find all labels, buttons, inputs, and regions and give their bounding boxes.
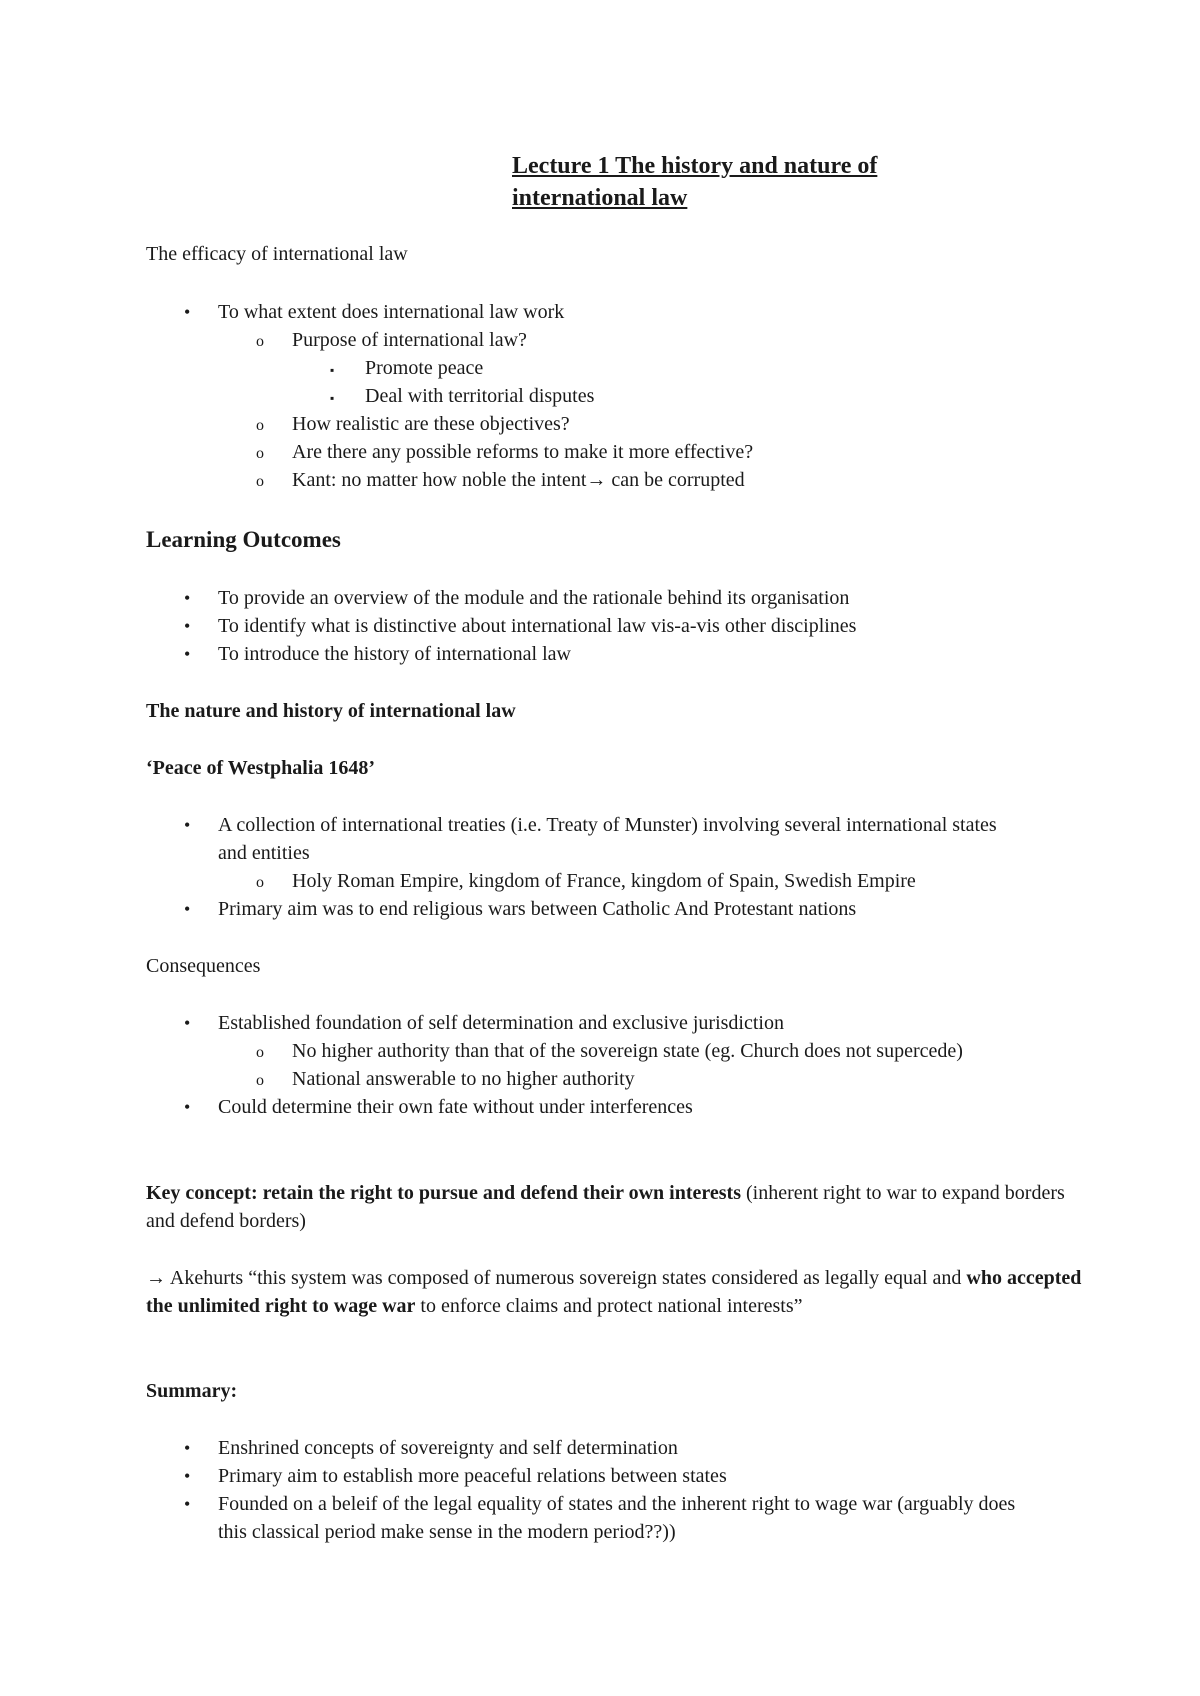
consequences-heading: Consequences xyxy=(146,955,261,977)
list-item: o Kant: no matter how noble the intent→ can be corrupted xyxy=(146,466,1086,494)
list-item: o How realistic are these objectives? xyxy=(146,410,1086,438)
key-concept-paragraph: Key concept: retain the right to pursue and defend their own interests (inherent right to war to expand borders and defend borders) xyxy=(146,1182,1065,1232)
circle-marker: o xyxy=(256,1072,264,1089)
learning-outcomes-heading: Learning Outcomes xyxy=(146,527,341,552)
list-item: o No higher authority than that of the sovereign state (eg. Church does not supercede) xyxy=(146,1037,1086,1065)
list-item: o Purpose of international law? xyxy=(146,326,1086,354)
list-item: • Primary aim was to end religious wars between Catholic And Protestant nations xyxy=(146,895,1086,923)
bullet-marker: • xyxy=(184,588,191,608)
circle-marker: o xyxy=(256,473,264,490)
circle-marker: o xyxy=(256,445,264,462)
list-item: o Holy Roman Empire, kingdom of France, kingdom of Spain, Swedish Empire xyxy=(146,867,1086,895)
bullet-marker: • xyxy=(184,1097,191,1117)
summary-heading: Summary: xyxy=(146,1380,238,1402)
efficacy-list xyxy=(146,298,1086,494)
consequences-list xyxy=(146,1009,1086,1121)
list-item: • Established foundation of self determination and exclusive jurisdiction xyxy=(146,1009,1086,1037)
list-item: • A collection of international treaties (i.e. Treaty of Munster) involving several international states and entities xyxy=(146,811,1086,867)
list-item: • To introduce the history of international law xyxy=(146,640,1086,668)
bullet-marker: • xyxy=(184,815,191,835)
title-line-1: Lecture 1 The history and nature of xyxy=(512,153,878,179)
list-item: ▪ Deal with territorial disputes xyxy=(146,382,1086,410)
efficacy-heading: The efficacy of international law xyxy=(146,243,408,265)
title-line-2: international law xyxy=(512,185,688,211)
square-marker: ▪ xyxy=(330,363,335,377)
outcomes-list xyxy=(146,584,1086,668)
list-item: • To what extent does international law work xyxy=(146,298,1086,326)
westphalia-heading: ‘Peace of Westphalia 1648’ xyxy=(146,757,376,779)
page-title xyxy=(512,150,1032,214)
list-item: • To identify what is distinctive about international law vis-a-vis other disciplines xyxy=(146,612,1086,640)
circle-marker: o xyxy=(256,417,264,434)
bullet-marker: • xyxy=(184,1466,191,1486)
circle-marker: o xyxy=(256,874,264,891)
akehurts-quote: → Akehurts “this system was composed of numerous sovereign states considered as legally equal and who accepted the unlimited right to wage war to enforce claims and protect national interests” xyxy=(146,1267,1082,1317)
bullet-marker: • xyxy=(184,302,191,322)
list-item: • Could determine their own fate without under interferences xyxy=(146,1093,1086,1121)
westphalia-list xyxy=(146,811,1086,923)
square-marker: ▪ xyxy=(330,391,335,405)
list-item: ▪ Promote peace xyxy=(146,354,1086,382)
circle-marker: o xyxy=(256,1044,264,1061)
bullet-marker: • xyxy=(184,616,191,636)
list-item: o Are there any possible reforms to make it more effective? xyxy=(146,438,1086,466)
bullet-marker: • xyxy=(184,1494,191,1514)
summary-list xyxy=(146,1434,1086,1546)
list-item: • Founded on a beleif of the legal equality of states and the inherent right to wage war (arguably does this classical period make sense in the modern period??)) xyxy=(146,1490,1086,1546)
bullet-marker: • xyxy=(184,644,191,664)
bullet-marker: • xyxy=(184,1438,191,1458)
bullet-marker: • xyxy=(184,899,191,919)
list-item: • Primary aim to establish more peaceful relations between states xyxy=(146,1462,1086,1490)
bullet-marker: • xyxy=(184,1013,191,1033)
circle-marker: o xyxy=(256,333,264,350)
list-item: o National answerable to no higher authority xyxy=(146,1065,1086,1093)
list-item: • To provide an overview of the module and the rationale behind its organisation xyxy=(146,584,1086,612)
list-item: • Enshrined concepts of sovereignty and self determination xyxy=(146,1434,1086,1462)
nature-history-heading: The nature and history of international law xyxy=(146,700,516,722)
